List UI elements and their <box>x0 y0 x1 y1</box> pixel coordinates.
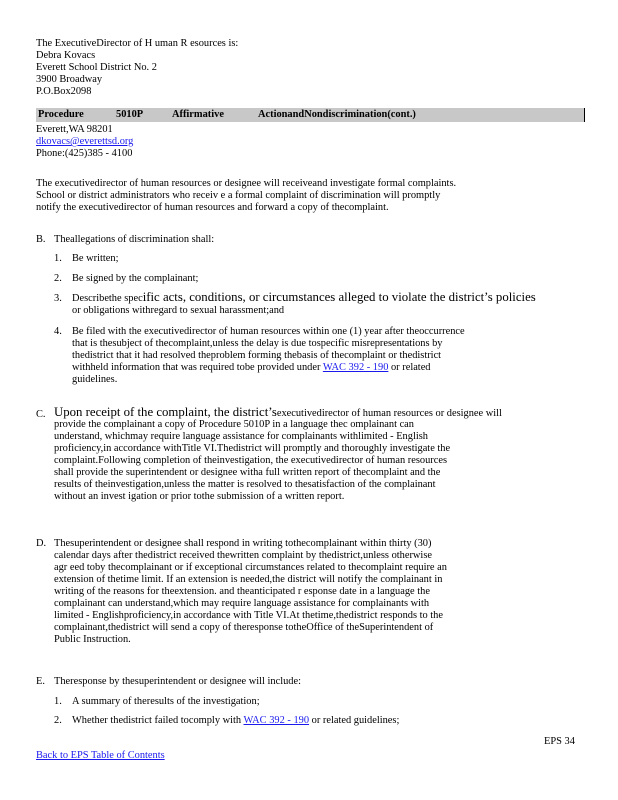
paragraph-line: guidelines. <box>72 374 118 385</box>
intro-paragraph <box>36 178 584 214</box>
header-title-part1: Affirmative <box>172 109 224 120</box>
paragraph-line: Public Instruction. <box>54 634 131 645</box>
paragraph-line: extension of thetime limit. If an extension is needed,the district will notify the complainant in <box>54 574 443 585</box>
paragraph-line: complainant,thedistrict will send a copy of theresponse totheOffice of theSuperintendent of <box>54 622 434 633</box>
list-number: 3. <box>54 293 62 304</box>
wac-link[interactable]: WAC 392 - 190 <box>322 362 389 373</box>
header-procedure-label: Procedure <box>38 109 84 120</box>
paragraph-line: complaint.Following completion of theinvestigation, the executivedirector of human resources <box>54 455 448 466</box>
paragraph-line: Thesuperintendent or designee shall respond in writing tothecomplainant within thirty (30) <box>54 538 432 549</box>
list-item: Be written; <box>72 253 119 264</box>
paragraph-line: agr eed toby thecomplainant or if exceptional circumstances related to thecomplaint require an <box>54 562 447 573</box>
page-number: EPS 34 <box>544 736 575 747</box>
text-span: or related guidelines; <box>309 715 400 726</box>
list-number: 1. <box>54 696 62 707</box>
paragraph-line: shall provide the superintendent or designee witha full written report of thecomplaint and the <box>54 467 441 478</box>
list-item <box>72 715 582 727</box>
text-span: Describethe spec <box>72 293 143 304</box>
text-span: withheld information that was required tobe provided under <box>72 362 321 373</box>
paragraph-line: that is thesubject of thecomplaint,unless the delay is due tospecific misrepresentations by <box>72 338 443 349</box>
text-span: ific acts, conditions, or circumstances alleged to violate the district’s policies <box>142 290 536 304</box>
paragraph-line: complainant can understand,which may require language assistance for complainants with <box>54 598 430 609</box>
list-number: 2. <box>54 273 62 284</box>
procedure-header-bar <box>36 108 585 122</box>
address-line: 3900 Broadway <box>36 74 103 85</box>
paragraph-line: thedistrict that it had resolved theproblem forming thebasis of thecomplaint or thedistrict <box>72 350 442 361</box>
paragraph-line: without an invest igation or prior tothe submission of a written report. <box>54 491 345 502</box>
section-c-paragraph <box>54 406 582 503</box>
address-line: Everett School District No. 2 <box>36 62 157 73</box>
section-d-paragraph <box>54 538 582 646</box>
text-span: Whether thedistrict failed tocomply with <box>72 715 242 726</box>
header-title-part2: ActionandNondiscrimination(cont.) <box>258 109 416 120</box>
header-procedure-number: 5010P <box>116 109 144 120</box>
section-b-letter: B. <box>36 234 46 245</box>
text-span: executivedirector of human resources or designee will <box>276 408 502 419</box>
paragraph-line: The executivedirector of human resources or designee will receiveand investigate formal complaints. <box>36 178 457 189</box>
address-line: The ExecutiveDirector of H uman R esources is: <box>36 38 239 49</box>
back-to-contents-link[interactable]: Back to EPS Table of Contents <box>36 750 165 761</box>
paragraph-line: or obligations withregard to sexual harassment;and <box>72 305 285 316</box>
list-number: 1. <box>54 253 62 264</box>
phone-line: Phone:(425)385 - 4100 <box>36 148 133 159</box>
list-item <box>72 291 582 317</box>
address-line: P.O.Box2098 <box>36 86 92 97</box>
list-item: Be signed by the complainant; <box>72 273 199 284</box>
section-e-letter: E. <box>36 676 45 687</box>
paragraph-line: Be filed with the executivedirector of human resources within one (1) year after theoccurrence <box>72 326 465 337</box>
paragraph-line: writing of the reasons for theextension. and theanticipated r esponse date in a language the <box>54 586 430 597</box>
address-block-continued <box>36 124 133 160</box>
section-b-heading: Theallegations of discrimination shall: <box>54 234 215 245</box>
paragraph-line: School or district administrators who receiv e a formal complaint of discrimination will promptly <box>36 190 441 201</box>
section-c-letter: C. <box>36 409 46 420</box>
section-d-letter: D. <box>36 538 47 549</box>
address-block <box>36 38 238 98</box>
text-span: or related <box>388 362 431 373</box>
list-item: A summary of theresults of the investigation; <box>72 696 260 707</box>
text-span: Upon receipt of the complaint, the district’s <box>54 405 277 419</box>
address-line: Debra Kovacs <box>36 50 96 61</box>
paragraph-line: proficiency,in accordance withTitle VI.Thedistrict will promptly and thoroughly investigate the <box>54 443 451 454</box>
address-city-line: Everett,WA 98201 <box>36 124 113 135</box>
email-link[interactable]: dkovacs@everettsd.org <box>36 136 134 147</box>
wac-link[interactable]: WAC 392 - 190 <box>243 715 310 726</box>
paragraph-line: provide the complainant a copy of Procedure 5010P in a language thec omplainant can <box>54 419 414 430</box>
paragraph-line: limited - Englishproficiency,in accordance with Title VI.At thetime,thedistrict responds to the <box>54 610 443 621</box>
paragraph-line: results of theinvestigation,unless the matter is resolved to thesatisfaction of the complainant <box>54 479 436 490</box>
paragraph-line: understand, whichmay require language assistance for complainants withlimited - English <box>54 431 428 442</box>
list-item <box>72 326 582 386</box>
paragraph-line: notify the executivedirector of human resources and forward a copy of thecomplaint. <box>36 202 389 213</box>
section-e-heading: Theresponse by thesuperintendent or designee will include: <box>54 676 301 687</box>
list-number: 4. <box>54 326 62 337</box>
list-number: 2. <box>54 715 62 726</box>
paragraph-line: calendar days after thedistrict received thewritten complaint by thedistrict,unless otherwise <box>54 550 432 561</box>
